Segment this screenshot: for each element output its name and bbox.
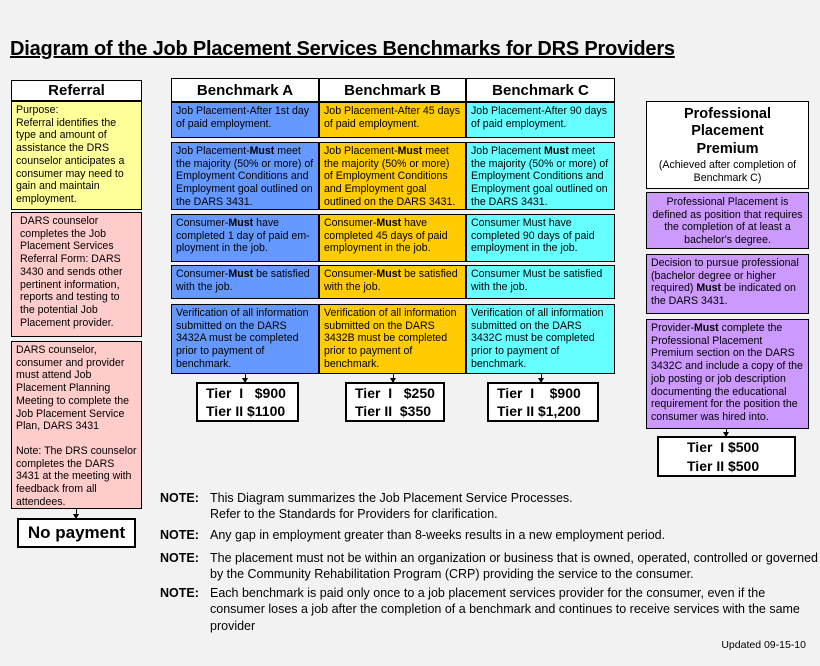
benchmark-c-tier-2: Tier II $1,200 bbox=[497, 403, 581, 419]
professional-decision-pre: Decision to pursue professional (bachelor degree or higher required) bbox=[651, 257, 799, 295]
benchmark-b-completed-post: have completed 45 days of paid employment in the job. bbox=[324, 217, 448, 255]
referral-meeting-note: Note: The DRS counselor completes the DARS 3431 at the meeting with feedback from all attendees. bbox=[16, 444, 137, 508]
benchmark-a-majority-must: Must bbox=[249, 145, 275, 157]
professional-definition bbox=[646, 192, 809, 249]
note-label: NOTE: bbox=[160, 586, 199, 600]
benchmark-c-majority-pre: Job Placement bbox=[471, 145, 545, 157]
benchmark-b-tier-2: Tier II $350 bbox=[355, 403, 432, 419]
professional-arrow bbox=[726, 429, 727, 436]
benchmark-c-majority-must: Must bbox=[544, 145, 569, 157]
page-title: Diagram of the Job Placement Services Benchmarks for DRS Providers bbox=[10, 38, 675, 60]
benchmark-b-completed bbox=[319, 214, 466, 262]
updated-date: Updated 09-15-10 bbox=[721, 639, 806, 651]
benchmark-b-majority-must: Must bbox=[397, 145, 423, 157]
benchmark-b-verification-text: Verification of all information submitted on the DARS 3432B must be completed prior to payment of benchmark. bbox=[324, 307, 457, 370]
benchmark-c-tier-1: Tier I $900 bbox=[497, 384, 581, 401]
benchmark-a-satisfied bbox=[171, 265, 319, 299]
benchmark-a-satisfied-post: be satisfied with the job. bbox=[176, 268, 310, 293]
benchmark-c-completed-text: Consumer Must have completed 90 days of paid employment in the job. bbox=[471, 217, 595, 255]
benchmark-b-majority-pre: Job Placement- bbox=[324, 145, 398, 157]
note-text: Each benchmark is paid only once to a job placement services provider for the consumer, even if the consumer loses a job after the completion of a benchmark and continues to receive services with the same provider bbox=[210, 586, 800, 633]
benchmark-a-tiers bbox=[196, 382, 299, 422]
benchmark-a-satisfied-pre: Consumer- bbox=[176, 268, 229, 280]
benchmark-a-completed-must: Must bbox=[228, 217, 254, 229]
professional-provider-must: Must bbox=[693, 322, 719, 334]
benchmark-a-completed bbox=[171, 214, 319, 262]
professional-provider-pre: Provider- bbox=[651, 322, 694, 334]
benchmark-b-majority bbox=[319, 142, 466, 210]
benchmark-a-header-label: Benchmark A bbox=[196, 81, 294, 99]
no-payment-box: No payment bbox=[17, 518, 136, 548]
benchmark-a-verification bbox=[171, 304, 319, 374]
benchmark-a-tier-1: Tier I $900 bbox=[206, 384, 286, 401]
referral-header-label: Referral bbox=[48, 82, 105, 99]
benchmark-c-job-placement bbox=[466, 102, 615, 138]
benchmark-b-header bbox=[319, 78, 466, 102]
professional-decision-post: be indicated on the DARS 3431. bbox=[651, 282, 796, 308]
benchmark-b-satisfied-post: be satisfied with the job. bbox=[324, 268, 458, 293]
benchmark-c-satisfied bbox=[466, 265, 615, 299]
professional-header bbox=[646, 101, 809, 189]
benchmark-c-majority-post: meet the majority (50% or more) of Employment Conditions and Employment goal outlined on the DARS 3431. bbox=[471, 145, 609, 208]
referral-meeting-text: DARS counselor, consumer and provider must attend Job Placement Planning Meeting to complete the Job Placement Service Plan, DARS 3431 bbox=[16, 344, 130, 433]
benchmark-c-header-label: Benchmark C bbox=[492, 81, 589, 99]
note-label: NOTE: bbox=[160, 528, 199, 542]
professional-tiers bbox=[657, 436, 796, 477]
benchmark-c-verification bbox=[466, 304, 615, 374]
note-gap bbox=[160, 527, 820, 543]
benchmark-b-satisfied bbox=[319, 265, 466, 299]
benchmark-c-arrow bbox=[541, 374, 542, 382]
referral-purpose-text: Purpose: Referral identifies the type and amount of assistance the DRS counselor anticipates a consumer may need to gain and maintain employment. bbox=[16, 104, 125, 205]
benchmark-c-tiers bbox=[487, 382, 599, 422]
professional-title-3: Premium bbox=[696, 140, 759, 157]
referral-arrow bbox=[76, 509, 77, 518]
benchmark-c-verification-text: Verification of all information submitted on the DARS 3432C must be completed prior to payment of benchmark. bbox=[471, 307, 604, 370]
benchmark-b-arrow bbox=[393, 374, 394, 382]
referral-dars-completes-box bbox=[11, 212, 142, 337]
benchmark-b-header-label: Benchmark B bbox=[344, 81, 441, 99]
professional-decision bbox=[646, 254, 809, 314]
benchmark-b-tiers bbox=[345, 382, 445, 422]
referral-dars-completes-text: DARS counselor completes the Job Placement Services Referral Form: DARS 3430 and sends other pertinent information, reports and testing to the potential Job Placement provider. bbox=[20, 215, 123, 329]
professional-tier-2: Tier II $500 bbox=[687, 457, 760, 474]
professional-provider bbox=[646, 319, 809, 429]
benchmark-a-majority bbox=[171, 142, 319, 210]
benchmark-a-completed-post: have completed 1 day of paid em-ployment in the job. bbox=[176, 217, 310, 255]
benchmark-b-job-placement bbox=[319, 102, 466, 138]
referral-meeting-box bbox=[11, 341, 142, 509]
note-label: NOTE: bbox=[160, 491, 199, 505]
note-placement bbox=[160, 550, 820, 583]
benchmark-c-satisfied-text: Consumer Must be satisfied with the job. bbox=[471, 268, 603, 293]
note-benchmark-paid bbox=[160, 585, 815, 634]
benchmark-b-satisfied-pre: Consumer- bbox=[324, 268, 377, 280]
professional-decision-must: Must bbox=[696, 282, 722, 295]
benchmark-a-tier-2: Tier II $1100 bbox=[206, 403, 286, 419]
benchmark-b-job-placement-text: Job Placement-After 45 days of paid employment. bbox=[324, 105, 461, 130]
referral-purpose-box bbox=[11, 101, 142, 210]
benchmark-b-verification bbox=[319, 304, 466, 374]
benchmark-a-satisfied-must: Must bbox=[228, 268, 254, 280]
note-text: The placement must not be within an organization or business that is owned, operated, controlled or governed by the Community Rehabilitation Program (CRP) providing the service to the consumer. bbox=[210, 551, 819, 582]
benchmark-b-completed-pre: Consumer- bbox=[324, 217, 377, 229]
professional-title-2: Placement bbox=[691, 123, 764, 140]
benchmark-b-tier-1: Tier I $250 bbox=[355, 384, 435, 401]
referral-header bbox=[11, 80, 142, 101]
note-summary bbox=[160, 490, 820, 523]
benchmark-a-arrow bbox=[245, 374, 246, 382]
benchmark-a-completed-pre: Consumer- bbox=[176, 217, 229, 229]
benchmark-b-completed-must: Must bbox=[376, 217, 402, 229]
note-text: This Diagram summarizes the Job Placement Service Processes. Refer to the Standards for Providers for clarification. bbox=[210, 491, 573, 522]
note-label: NOTE: bbox=[160, 551, 199, 565]
benchmark-c-majority bbox=[466, 142, 615, 210]
benchmark-a-job-placement-text: Job Placement-After 1st day of paid employment. bbox=[176, 105, 310, 130]
note-text: Any gap in employment greater than 8-weeks results in a new employment period. bbox=[210, 528, 666, 542]
professional-title-1: Professional bbox=[683, 106, 772, 122]
benchmark-b-satisfied-must: Must bbox=[376, 268, 402, 280]
professional-definition-text: Professional Placement is defined as position that requires the completion of at least a bachelor's degree. bbox=[652, 196, 803, 247]
benchmark-a-verification-text: Verification of all information submitted on the DARS 3432A must be completed prior to payment of benchmark. bbox=[176, 307, 309, 370]
benchmark-c-job-placement-text: Job Placement-After 90 days of paid employment. bbox=[471, 105, 608, 130]
benchmark-c-header bbox=[466, 78, 615, 102]
professional-provider-post: complete the Professional Placement Premium section on the DARS 3432C and include a copy of the job posting or job description documenting the educational requirement for the position the consumer was hired into. bbox=[651, 322, 803, 423]
benchmark-a-header bbox=[171, 78, 319, 102]
benchmark-a-job-placement bbox=[171, 102, 319, 138]
benchmark-a-majority-pre: Job Placement- bbox=[176, 145, 250, 157]
benchmark-b-majority-post: meet the majority (50% or more) of Employment Conditions and Employment goal outlined on the DARS 3431. bbox=[324, 145, 456, 208]
benchmark-c-completed bbox=[466, 214, 615, 262]
professional-tier-1: Tier I $500 bbox=[687, 439, 760, 456]
benchmark-a-majority-post: meet the majority (50% or more) of Employment Conditions and Employment goal outlined on the DARS 3431. bbox=[176, 145, 314, 208]
professional-subtitle: (Achieved after completion of Benchmark C) bbox=[658, 159, 797, 184]
